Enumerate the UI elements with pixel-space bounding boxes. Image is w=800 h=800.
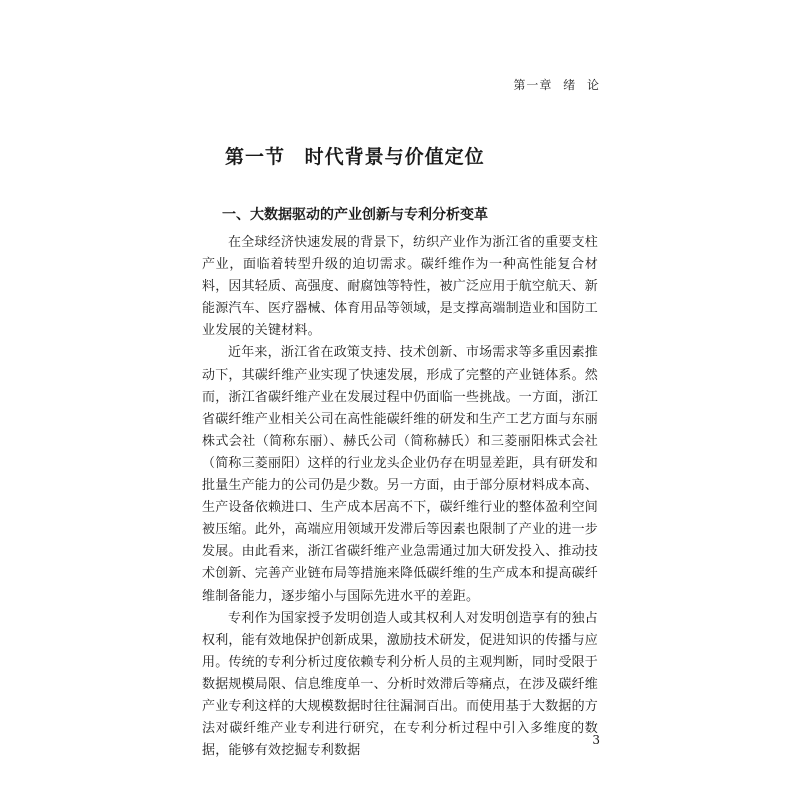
paragraph-2: 近年来，浙江省在政策支持、技术创新、市场需求等多重因素推动下，其碳纤维产业实现了快速发展，形成了完整的产业链体系。然而，浙江省碳纤维产业在发展过程中仍面临一些挑战。一方面，浙江省碳纤维产业相关公司在高性能碳纤维的研发和生产工艺方面与东丽株式会社（简称东丽）、赫氏公司（简称赫氏）和三菱丽阳株式会社（简称三菱丽阳）这样的行业龙头企业仍存在明显差距，具有研发和批量生产能力的公司仍是少数。另一方面，由于部分原材料成本高、生产设备依赖进口、生产成本居高不下，碳纤维行业的整体盈利空间被压缩。此外，高端应用领域开发滞后等因素也限制了产业的进一步发展。由此看来，浙江省碳纤维产业急需通过加大研发投入、推动技术创新、完善产业链布局等措施来降低碳纤维的生产成本和提高碳纤维制备能力，逐步缩小与国际先进水平的差距。 xyxy=(202,345,599,604)
page-number: 3 xyxy=(592,733,600,747)
section-title: 第一节 时代背景与价值定位 xyxy=(225,146,485,168)
running-header: 第一章 绪 论 xyxy=(513,78,600,92)
paragraph-1: 在全球经济快速发展的背景下，纺织产业作为浙江省的重要支柱产业，面临着转型升级的迫切需求。碳纤维作为一种高性能复合材料，因其轻质、高强度、耐腐蚀等特性，被广泛应用于航空航天、新能源汽车、医疗器械、体育用品等领域，是支撑高端制造业和国防工业发展的关键材料。 xyxy=(202,235,599,339)
subsection-heading: 一、大数据驱动的产业创新与专利分析变革 xyxy=(222,207,488,223)
body-text xyxy=(202,232,598,762)
paragraph-3: 专利作为国家授予发明创造人或其权利人对发明创造享有的独占权利，能有效地保护创新成果，激励技术研发，促进知识的传播与应用。传统的专利分析过度依赖专利分析人员的主观判断，同时受限于数据规模局限、信息维度单一、分析时效滞后等痛点，在涉及碳纤维产业专利这样的大规模数据时往往漏洞百出。而使用基于大数据的方法对碳纤维产业专利进行研究，在专利分析过程中引入多维度的数据，能够有效挖掘专利数据 xyxy=(202,610,599,759)
